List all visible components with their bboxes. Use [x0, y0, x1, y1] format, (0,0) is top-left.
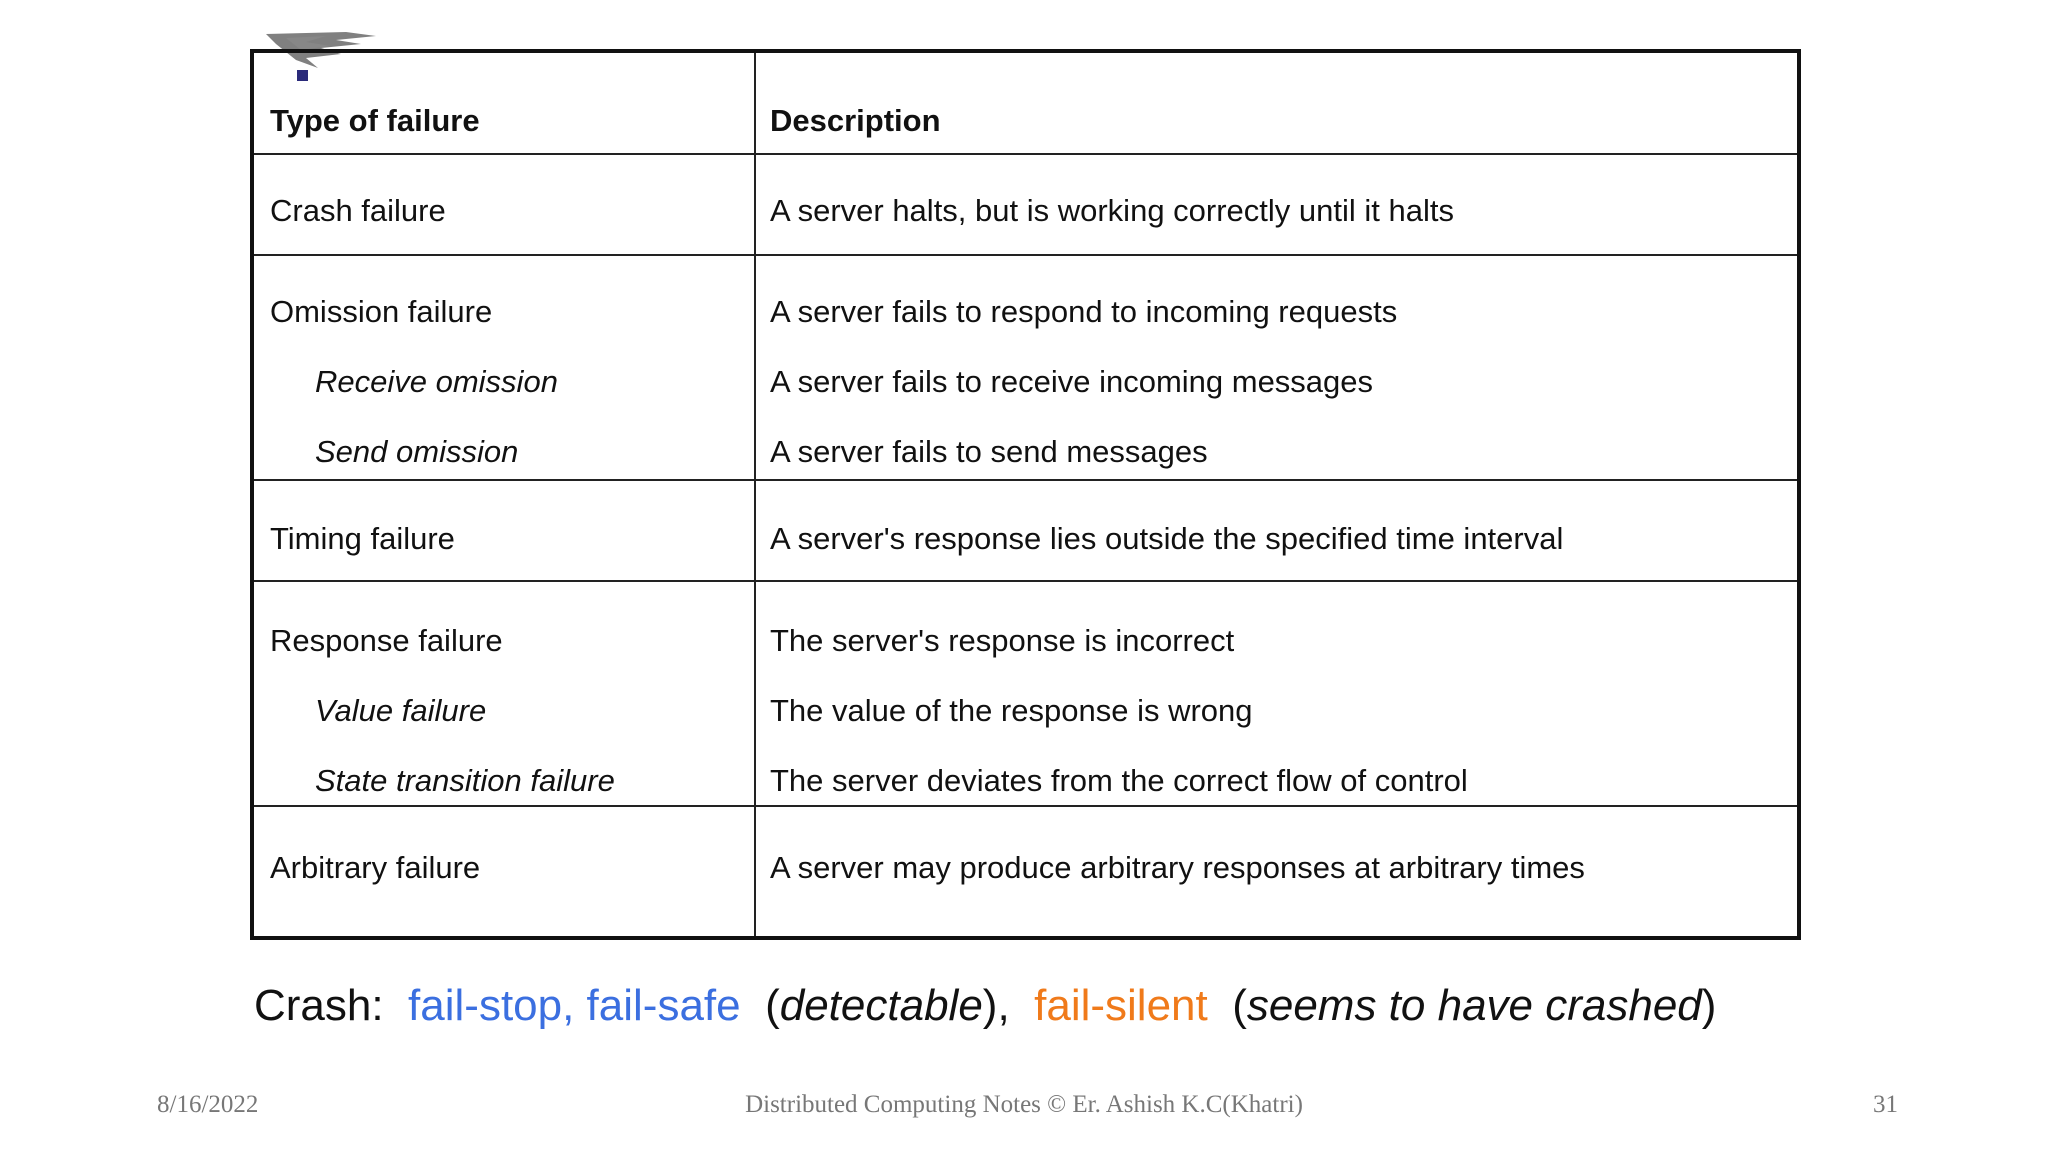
column-divider — [754, 53, 756, 936]
failure-types-table — [250, 49, 1801, 940]
failure-type-cell: Timing failure — [270, 521, 455, 556]
failure-description-cell: A server fails to respond to incoming requests — [770, 294, 1398, 329]
failure-description-cell: The server's response is incorrect — [770, 623, 1235, 658]
header-type-of-failure: Type of failure — [270, 103, 480, 138]
failure-subtype-cell: Send omission — [315, 434, 519, 469]
failure-type-cell: Crash failure — [270, 193, 446, 228]
detectable-note: detectable — [779, 981, 983, 1030]
row-separator — [254, 805, 1797, 807]
failure-description-cell: A server fails to send messages — [770, 434, 1208, 469]
failure-description-cell: A server may produce arbitrary responses at arbitrary times — [770, 850, 1585, 885]
footer-date: 8/16/2022 — [157, 1091, 259, 1118]
row-separator — [254, 153, 1797, 155]
failure-type-cell: Response failure — [270, 623, 503, 658]
silent-note: seems to have crashed — [1246, 981, 1702, 1030]
silent-kind: fail-silent — [1034, 981, 1208, 1030]
failure-subtype-cell: Value failure — [315, 693, 487, 728]
failure-description-cell: The server deviates from the correct flow of control — [770, 763, 1468, 798]
failure-subtype-cell: Receive omission — [315, 364, 558, 399]
detectable-kinds: fail-stop, fail-safe — [408, 981, 741, 1030]
footer-page-number: 31 — [1873, 1091, 1898, 1118]
header-description: Description — [770, 103, 941, 138]
failure-description-cell: A server halts, but is working correctly until it halts — [770, 193, 1454, 228]
note-label: Crash: — [254, 981, 384, 1030]
failure-subtype-cell: State transition failure — [315, 763, 615, 798]
row-separator — [254, 254, 1797, 256]
failure-type-cell: Arbitrary failure — [270, 850, 481, 885]
failure-type-cell: Omission failure — [270, 294, 493, 329]
footer-title: Distributed Computing Notes © Er. Ashish K.C(Khatri) — [745, 1091, 1303, 1118]
row-separator — [254, 479, 1797, 481]
failure-description-cell: A server fails to receive incoming messages — [770, 364, 1374, 399]
row-separator — [254, 580, 1797, 582]
failure-description-cell: The value of the response is wrong — [770, 693, 1253, 728]
failure-description-cell: A server's response lies outside the specified time interval — [770, 521, 1564, 556]
crash-classification-note: Crash: fail-stop, fail-safe (detectable), fail-silent (seems to have crashed) — [254, 981, 1717, 1030]
